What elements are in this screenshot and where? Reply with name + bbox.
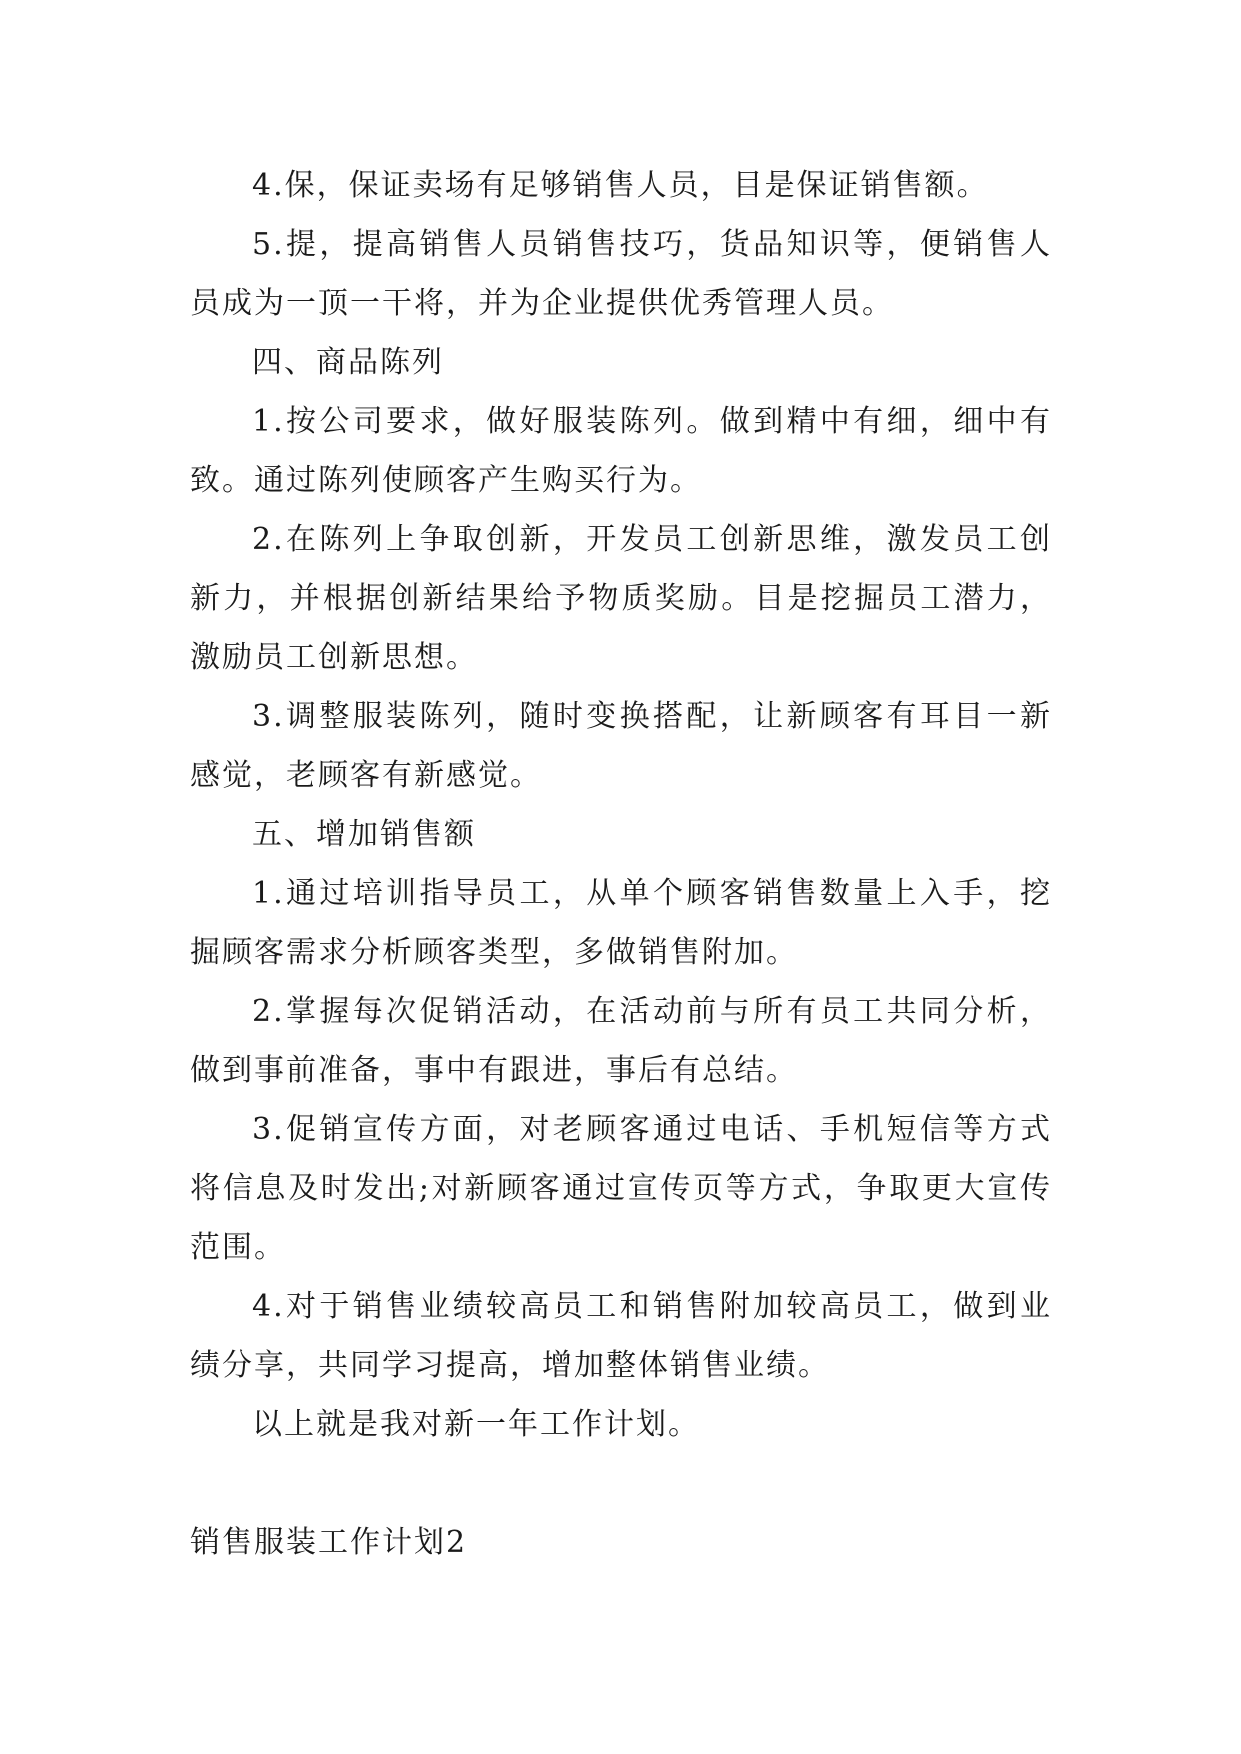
paragraph-sales-3: 3.促销宣传方面，对老顾客通过电话、手机短信等方式将信息及时发出;对新顾客通过宣传页等方式，争取更大宣传范围。 [190,1112,1052,1265]
paragraph-display-2: 2.在陈列上争取创新，开发员工创新思维，激发员工创新力，并根据创新结果给予物质奖励。目是挖掘员工潜力，激励员工创新思想。 [190,522,1052,675]
paragraph-sales-1: 1.通过培训指导员工，从单个顾客销售数量上入手，挖掘顾客需求分析顾客类型，多做销售附加。 [190,876,1052,970]
paragraph-item-5: 5.提，提高销售人员销售技巧，货品知识等，便销售人员成为一顶一干将，并为企业提供优秀管理人员。 [190,227,1052,321]
section-spacer [190,1454,1052,1513]
section-heading-sales: 五、增加销售额 [252,817,476,852]
document-body [190,156,1052,1572]
closing-paragraph: 以上就是我对新一年工作计划。 [252,1407,700,1442]
paragraph-display-3: 3.调整服装陈列，随时变换搭配，让新顾客有耳目一新感觉，老顾客有新感觉。 [190,699,1052,793]
paragraph-item-4: 4.保，保证卖场有足够销售人员，目是保证销售额。 [252,168,989,203]
next-section-title: 销售服装工作计划2 [190,1525,468,1560]
paragraph-sales-4: 4.对于销售业绩较高员工和销售附加较高员工，做到业绩分享，共同学习提高，增加整体销售业绩。 [190,1289,1052,1383]
paragraph-sales-2: 2.掌握每次促销活动，在活动前与所有员工共同分析，做到事前准备，事中有跟进，事后有总结。 [190,994,1052,1088]
section-heading-display: 四、商品陈列 [252,345,444,380]
paragraph-display-1: 1.按公司要求，做好服装陈列。做到精中有细，细中有致。通过陈列使顾客产生购买行为。 [190,404,1052,498]
